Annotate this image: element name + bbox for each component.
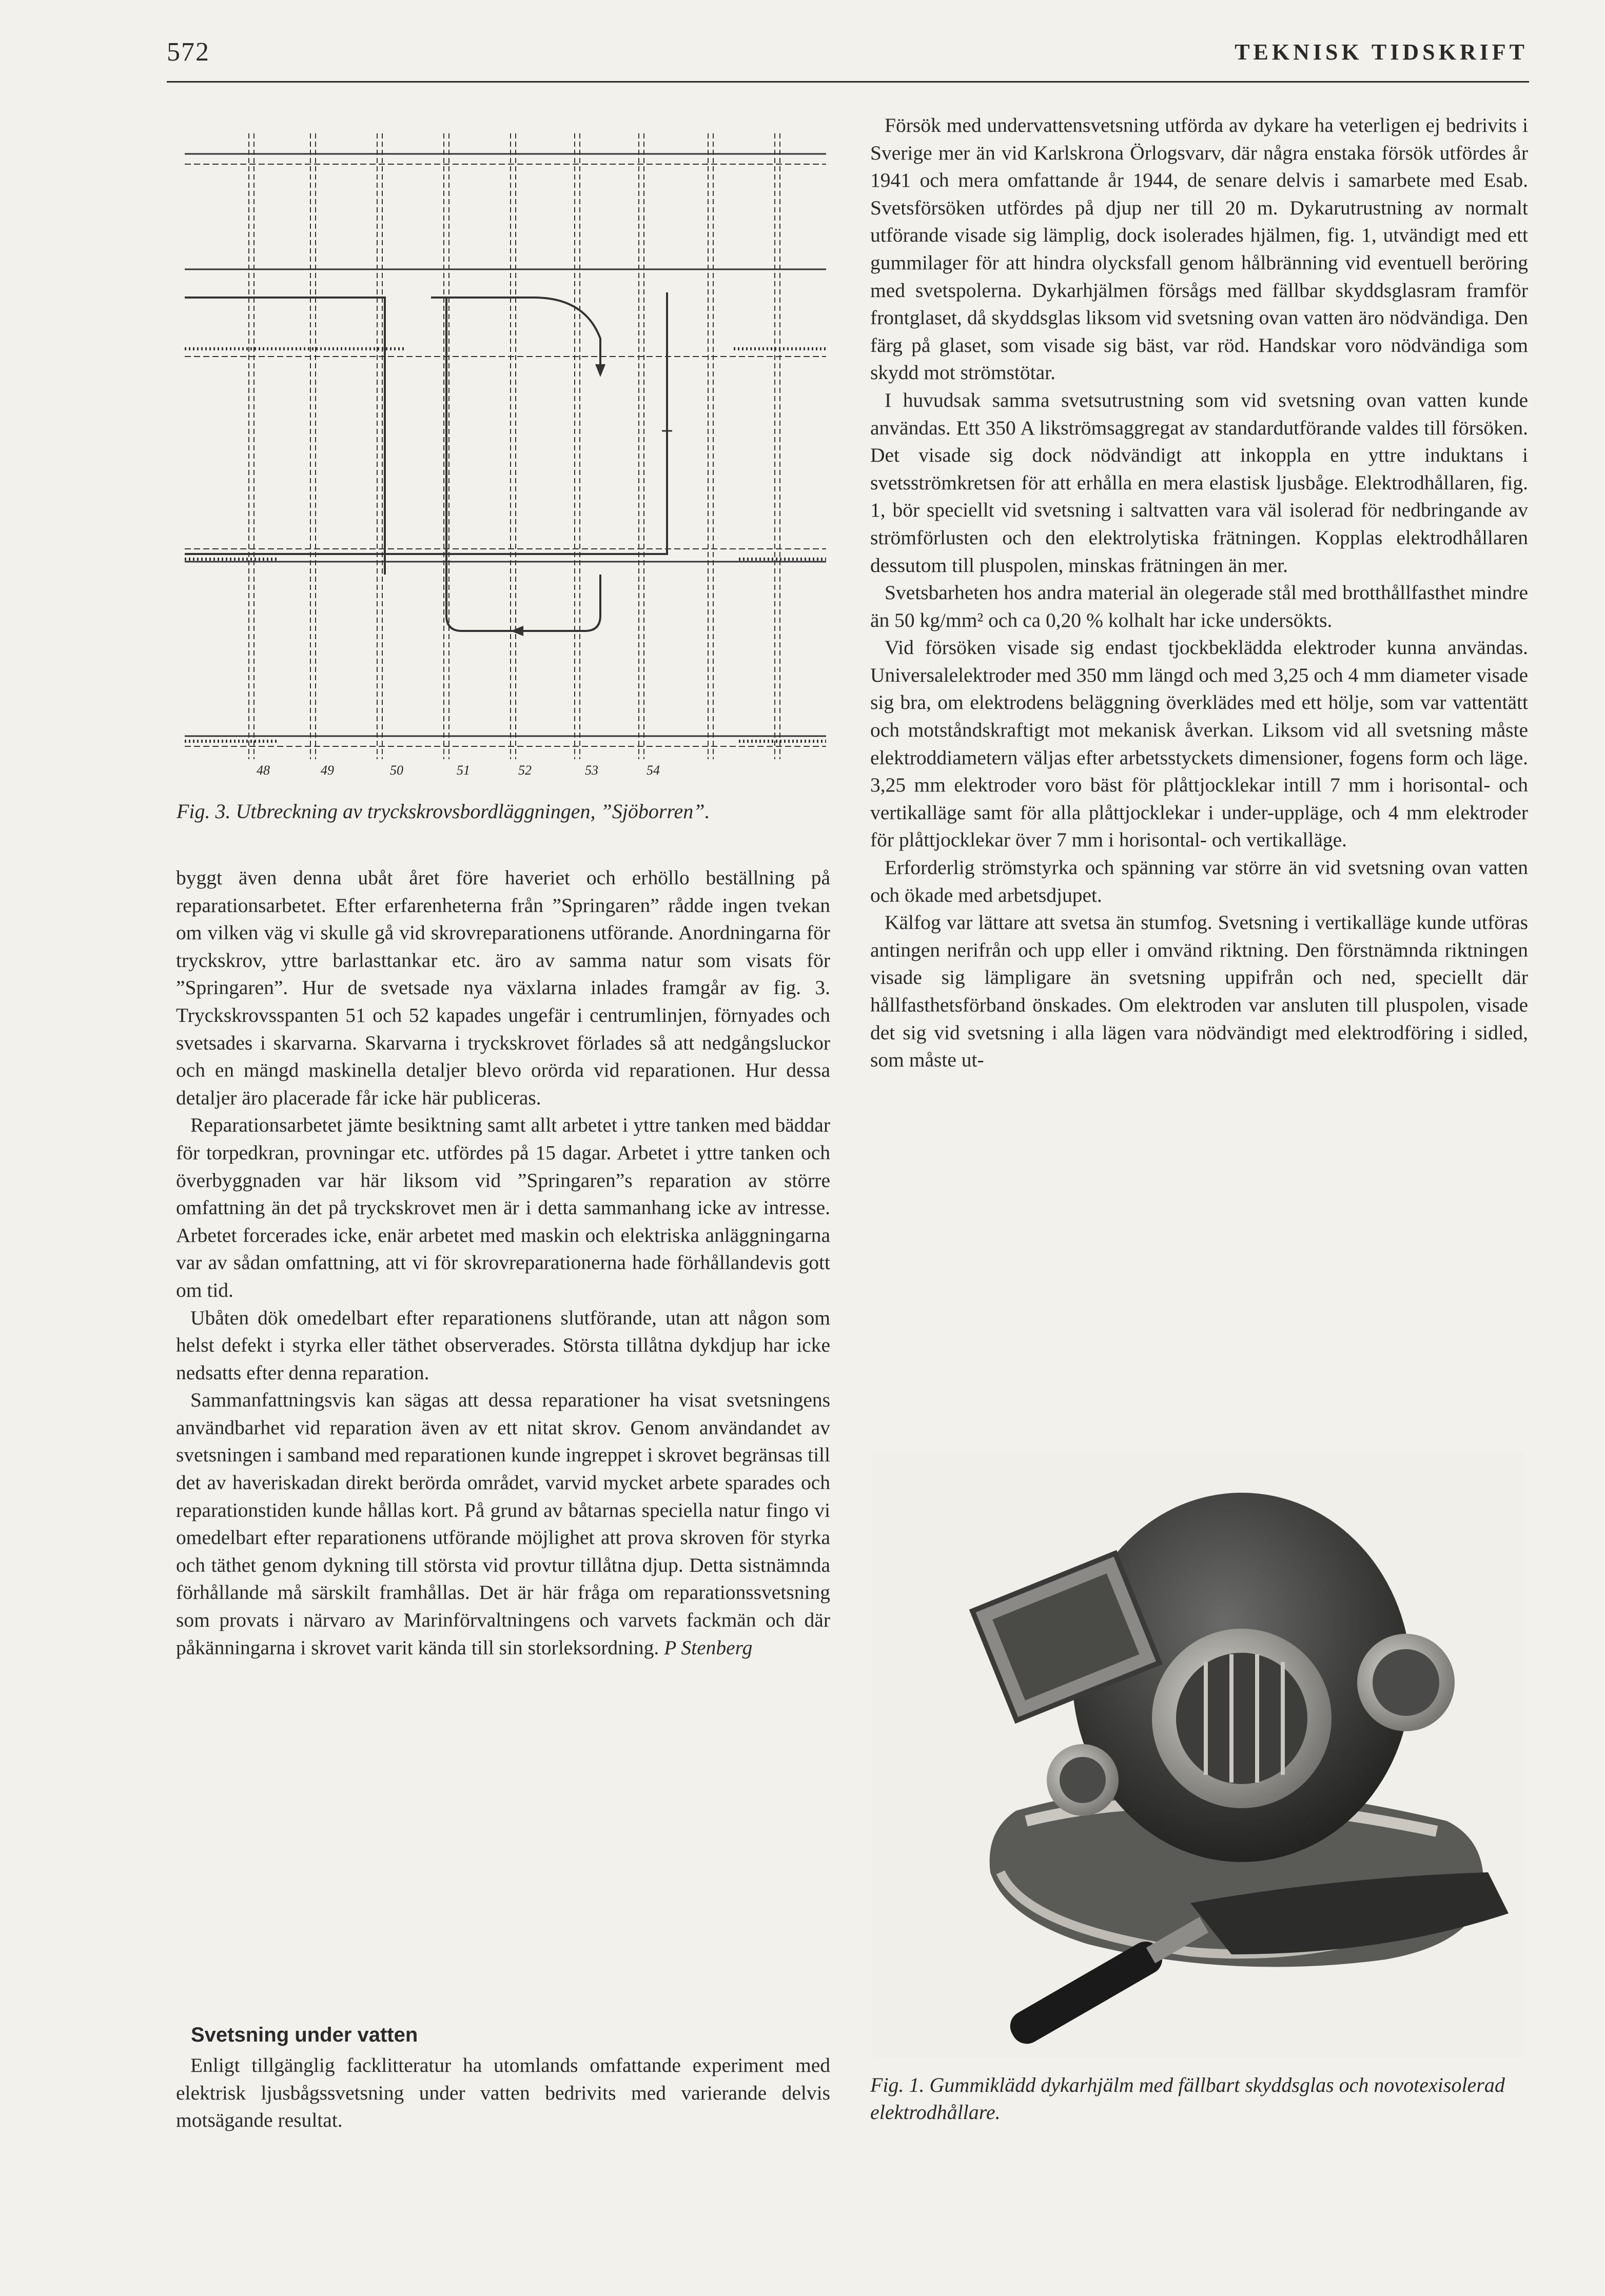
paragraph: byggt även denna ubåt året före haveriet och erhöllo beställning på reparationsarbetet. Efter erfarenheterna från ”Springaren” rådde ingen tvekan om vilken väg vi skulle gå vid skrovreparationens utförande. Anordningarna för tryckskrov, yttre barlasttankar etc. äro av samma natur som visats för ”Springaren”. Hur de svetsade nya växlarna inlades framgår av fig. 3. Tryckskrovsspanten 51 och 52 kapades ungefär i centrumlinjen, förnyades och svetsades i skarvarna. Skarvarna i tryckskrovet förlades så att nedgångsluckor och en mängd maskinella detaljer blevo orörda vid reparationen. Hur dessa detaljer äro placerade får icke här publiceras.: [176, 866, 830, 1109]
figure1-caption: Fig. 1. Gummiklädd dykarhjälm med fällbart skyddsglas och novotexisolerad elektrodhållare.: [870, 2073, 1505, 2124]
paragraph: Försök med undervattensvetsning utförda av dykare ha veterligen ej bedrivits i Sverige mer än vid Karlskrona Örlogsvarv, där några enstaka försök utfördes år 1941 och mera omfattande år 1944, de senare delvis i samarbete med Esab. Svetsförsöken utfördes på djup ner till 20 m. Dykarutrustning av normalt utförande visade sig lämplig, dock isolerades hjälmen, fig. 1, utvändigt med ett gummilager för att hindra olycksfall genom hålbränning vid eventuell beröring med svetspolerna. Dykarhjälmen försågs med fällbar skyddsglasram framför frontglaset, då skyddsglas liksom vid svetsning ovan vatten äro nödvändiga. Den färg på glaset, som visade sig bäst, var röd. Handskar voro nödvändiga som skydd mot strömstötar.: [870, 114, 1528, 384]
frame-label: 53: [585, 763, 598, 778]
section-heading: Svetsning under vatten: [191, 2024, 418, 2046]
section-text: [176, 2052, 830, 2134]
paragraph: Enligt tillgänglig facklitteratur ha utomlands omfattande experiment med elektrisk ljusbågssvetsning under vatten bedrivits med varierande delvis motsägande resultat.: [176, 2054, 830, 2132]
frame-label: 54: [647, 763, 660, 778]
journal-title: TEKNISK TIDSKRIFT: [1235, 39, 1528, 65]
paragraph: Vid försöken visade sig endast tjockbeklädda elektroder kunna användas. Universalelektroder med 350 mm längd och med 3,25 och 4 mm diameter visade sig bra, om elektrodens beläggning överklädes med ett hölje, som var vattentätt och motståndskraftigt mot mekanisk åverkan. Liksom vid all svetsning måste elektroddiametern väljas efter arbetsstyckets dimensioner, fogens form och läge. 3,25 mm elektroder voro bäst för plåttjocklekar intill 7 mm i horisontal- och vertikalläge samt för alla plåttjocklekar i under-uppläge, och 4 mm elektroder för plåttjocklekar över 7 mm i horisontal- och vertikalläge.: [870, 636, 1528, 852]
paragraph: Svetsbarheten hos andra material än olegerade stål med brotthållfasthet mindre än 50 kg/mm² och ca 0,20 % kolhalt har icke undersökts.: [870, 581, 1528, 631]
diving-helmet-photo: [872, 1452, 1524, 2057]
right-column: [870, 112, 1528, 1074]
frame-label: 51: [457, 763, 470, 778]
frame-label: 48: [257, 763, 270, 778]
frame-label: 49: [321, 763, 334, 778]
paragraph: I huvudsak samma svetsutrustning som vid svetsning ovan vatten kunde användas. Ett 350 A likströmsaggregat av standardutförande valdes till försöken. Det visade sig dock nödvändigt att inkoppla en yttre induktans i svetsströmkretsen för att erhålla en mera elastisk ljusbåge. Elektrodhållaren, fig. 1, bör speciellt vid svetsning i saltvatten vara väl isolerad för nedbringande av strömförlusten och den elektrolytiska frätningen. Kopplas elektrodhållaren dessutom till pluspolen, minskas frätningen än mer.: [870, 388, 1528, 577]
frame-label: 50: [390, 763, 403, 778]
header-rule: [167, 81, 1529, 83]
paragraph-text: Sammanfattningsvis kan sägas att dessa reparationer ha visat svetsningens användbarhet vid reparation även av ett nitat skrov. Genom användandet av svetsningen i samband med reparationen kunde ingreppet i skrovet begränsas till det av haveriskadan direkt berörda området, varvid mycket arbete sparades och reparationstiden kunde hållas kort. På grund av båtarnas speciella natur fingo vi omedelbart efter reparationens utförande möjlighet att prova skroven för styrka och täthet genom dykning till största vid provtur tillåtna djup. Detta sistnämnda förhållande må särskilt framhållas. Det är här fråga om reparationssvetsning som provats i närvaro av Marinförvaltningens och varvets fackmän och där påkänningarna i skrovet varit kända till sin storleksordning.: [176, 1389, 830, 1659]
paragraph: Ubåten dök omedelbart efter reparationens slutförande, utan att någon som helst defekt i styrka eller täthet observerades. Största tillåtna dykdjup har icke nedsatts efter denna reparation.: [176, 1306, 830, 1384]
paragraph: Kälfog var lättare att svetsa än stumfog. Svetsning i vertikalläge kunde utföras antingen nerifrån och upp eller i omvänd riktning. Den förstnämnda riktningen visade sig lämpligare än svetsning uppifrån och ned, speciellt där hållfasthetsförband önskades. Om elektroden var ansluten till pluspolen, visade det sig vid svetsning i alla lägen vara nödvändigt med elektrodföring i sidled, som måste ut-: [870, 911, 1528, 1072]
frame-label: 52: [518, 763, 532, 778]
figure3-caption: Fig. 3. Utbreckning av tryckskrovsbordläggningen, ”Sjöborren”.: [177, 800, 710, 823]
paragraph: Erforderlig strömstyrka och spänning var större än vid svetsning ovan vatten och ökade med arbetsdjupet.: [870, 856, 1528, 906]
page-number: 572: [167, 37, 210, 67]
author-signature: P Stenberg: [664, 1636, 753, 1659]
hull-plating-diagram: [174, 123, 836, 785]
left-column: [176, 864, 830, 1661]
paragraph: [176, 1387, 830, 1661]
paragraph: Reparationsarbetet jämte besiktning samt allt arbetet i yttre tanken med bäddar för torpedkran, provningar etc. utfördes på 15 dagar. Arbetet i yttre tanken och överbyggnaden var här liksom vid ”Springaren”s reparation av större omfattning än det på tryckskrovet men är i detta sammanhang icke av intresse. Arbetet forcerades icke, enär arbetet med maskin och elektriska anläggningarna var av sådan omfattning, att vi för skrovreparationerna hade förhållandevis gott om tid.: [176, 1114, 830, 1301]
